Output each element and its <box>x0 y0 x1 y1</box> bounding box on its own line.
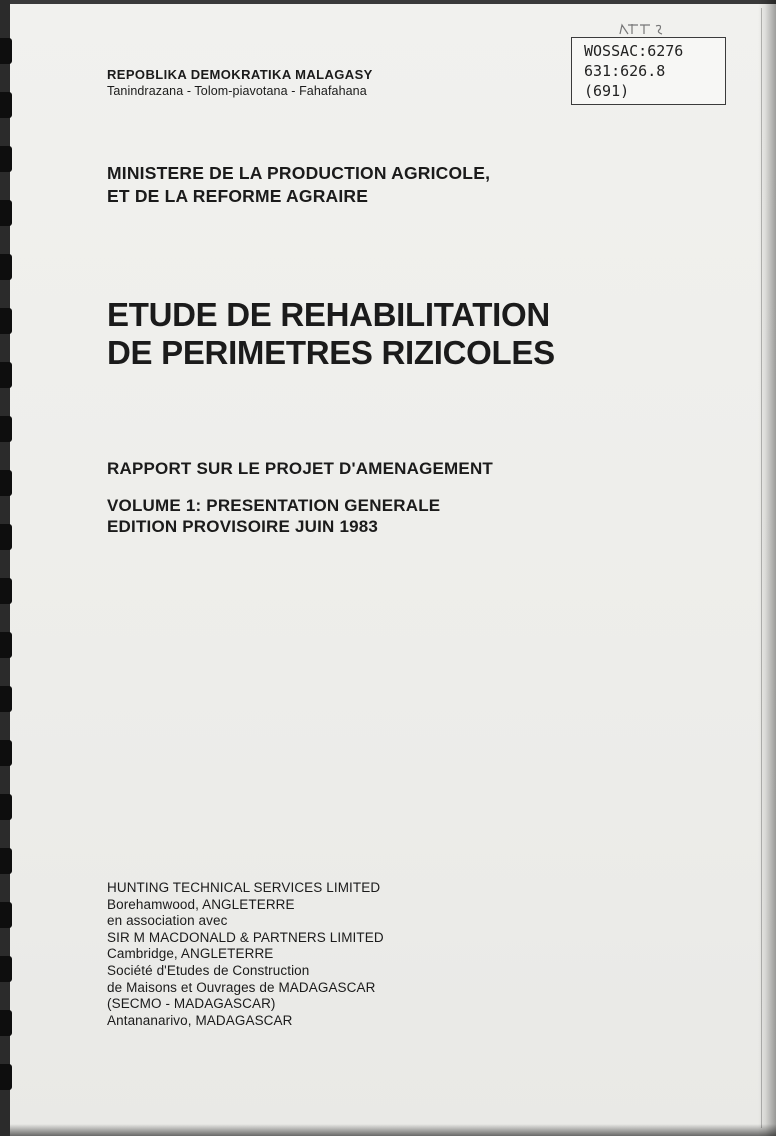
binding-hole <box>0 416 12 442</box>
consultant-line: de Maisons et Ouvrages de MADAGASCAR <box>107 979 376 995</box>
consultants-block <box>107 880 384 1029</box>
volume-info <box>107 495 440 537</box>
document-title <box>107 296 555 372</box>
volume-title: VOLUME 1: PRESENTATION GENERALE <box>107 496 441 515</box>
library-catalogue-label <box>571 37 726 105</box>
binding-hole <box>0 308 12 334</box>
handwritten-mark <box>618 22 666 36</box>
binding-hole <box>0 254 12 280</box>
region-code: (691) <box>584 82 630 100</box>
consultant-line: Antananarivo, MADAGASCAR <box>107 1012 293 1028</box>
binding-hole <box>0 902 12 928</box>
classification-number: 631:626.8 <box>584 62 666 80</box>
binding-hole <box>0 632 12 658</box>
binding-hole <box>0 1064 12 1090</box>
binding-hole <box>0 200 12 226</box>
binding-hole <box>0 362 12 388</box>
ministry-line: ET DE LA REFORME AGRAIRE <box>107 186 369 206</box>
binding-hole <box>0 1010 12 1036</box>
consultant-line: Société d'Etudes de Construction <box>107 962 310 978</box>
binding-hole <box>0 470 12 496</box>
binding-hole <box>0 794 12 820</box>
scan-top-edge <box>0 0 776 4</box>
binding-hole <box>0 524 12 550</box>
scan-right-edge-line <box>761 8 762 1128</box>
ministry-name <box>107 162 490 208</box>
scan-bottom-edge <box>0 1124 776 1136</box>
country-name: REPOBLIKA DEMOKRATIKA MALAGASY <box>107 67 373 82</box>
spiral-binding-edge <box>0 0 10 1136</box>
title-line: ETUDE DE REHABILITATION <box>107 296 550 333</box>
report-subtitle: RAPPORT SUR LE PROJET D'AMENAGEMENT <box>107 459 494 478</box>
binding-hole <box>0 740 12 766</box>
title-line: DE PERIMETRES RIZICOLES <box>107 334 555 371</box>
binding-hole <box>0 686 12 712</box>
ministry-line: MINISTERE DE LA PRODUCTION AGRICOLE, <box>107 163 491 183</box>
binding-hole <box>0 92 12 118</box>
binding-hole <box>0 146 12 172</box>
edition-date: EDITION PROVISOIRE JUIN 1983 <box>107 517 379 536</box>
consultant-line: HUNTING TECHNICAL SERVICES LIMITED <box>107 880 381 895</box>
binding-hole <box>0 956 12 982</box>
binding-hole <box>0 848 12 874</box>
binding-hole <box>0 578 12 604</box>
consultant-line: Borehamwood, ANGLETERRE <box>107 896 295 912</box>
consultant-line: (SECMO - MADAGASCAR) <box>107 996 276 1012</box>
consultant-line: en association avec <box>107 913 228 929</box>
national-motto: Tanindrazana - Tolom-piavotana - Fahafahana <box>107 84 367 98</box>
catalogue-code: WOSSAC:6276 <box>584 42 684 60</box>
consultant-line: Cambridge, ANGLETERRE <box>107 946 274 962</box>
consultant-line: SIR M MACDONALD & PARTNERS LIMITED <box>107 929 384 945</box>
binding-hole <box>0 38 12 64</box>
